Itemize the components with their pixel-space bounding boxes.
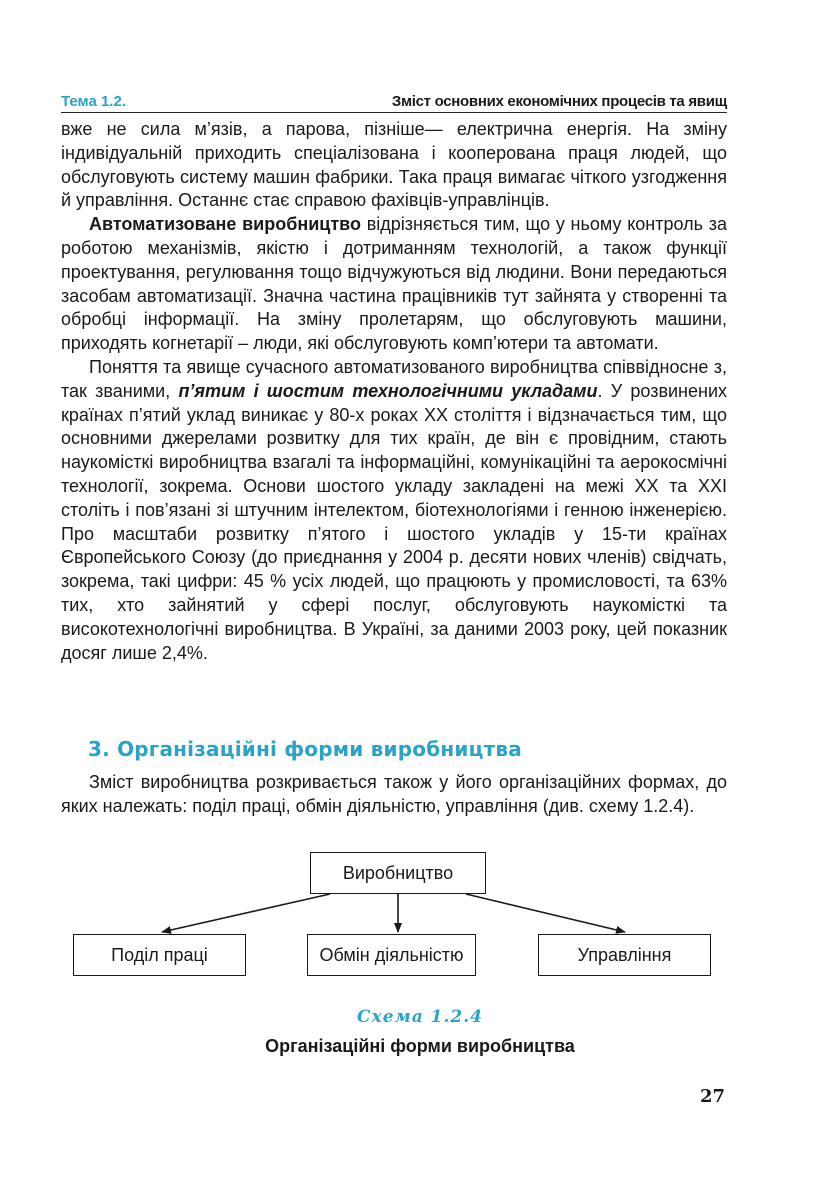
- diagram-root-box: [310, 852, 486, 894]
- term-technological-modes: п’ятим і шостим технологічними укладами: [178, 380, 598, 401]
- paragraph-3: [61, 356, 727, 665]
- paragraph-1: вже не сила м’язів, а парова, пізніше— електрична енергія. На зміну індивідуальній приходить спеціалізована і кооперована праця людей, що обслуговують систему машин фабрики. Така праця вимагає чіткого узгодження й управління. Останнє стає справою фахівців-управлінців.: [61, 119, 727, 211]
- diagram-box-management: [538, 934, 711, 976]
- paragraph-3-start: Поняття та явище сучасного автоматизованого виробництва співвідносне з, так званими,: [61, 356, 727, 401]
- diagram-label-management: Управління: [577, 944, 672, 965]
- diagram-label-division-of-labor: Поділ праці: [111, 944, 208, 965]
- paragraph-2: [61, 213, 727, 356]
- arrow-to-management: [466, 894, 625, 932]
- diagram-label-exchange-of-activity: Обмін діяльністю: [319, 944, 464, 965]
- arrow-to-division-of-labor: [162, 894, 330, 932]
- page-header: [61, 86, 727, 113]
- chapter-title: Зміст основних економічних процесів та явищ: [391, 93, 727, 110]
- section-heading: 3. Організаційні форми виробництва: [88, 737, 522, 761]
- section-paragraph: Зміст виробництва розкривається також у його організаційних формах, до яких належать: поділ праці, обмін діяльністю, управління (див. схему 1.2.4).: [61, 772, 727, 816]
- diagram-box-exchange-of-activity: [307, 934, 476, 976]
- section-text: [61, 771, 727, 819]
- topic-label: Тема 1.2.: [61, 93, 126, 110]
- diagram-caption-label: Схема 1.2.4: [357, 1007, 483, 1027]
- paragraph-2-text: відрізняється тим, що у ньому контроль за роботою механізмів, якістю і дотриманням технологій, а також функції проектування, регулювання тощо відчужуються від людини. Вони передаються засобам автоматизації. Значна частина працівників тут зайнята у створенні та обробці інформації. На зміну пролетарям, що обслуговують машини, приходять когнетарії – люди, які обслуговують комп’ютери та автомати.: [61, 214, 727, 354]
- paragraph-3-text: . У розвинених країнах п’ятий уклад виникає у 80-х роках ХХ століття і відзначається тим, що основними джерелами розвитку для тих країн, де він є провідним, стають наукомісткі виробництва взагалі та інформаційні, комунікаційні та аерокосмічні технології, зокрема. Основи шостого укладу закладені на межі ХХ та ХХІ століть і пов’язані зі штучним інтелектом, біотехнологіями і генною інженерією. Про масштаби розвитку п’ятого і шостого укладів у 15-ти країнах Європейського Союзу (до приєднання у 2004 р. десяти нових членів) свідчать, зокрема, такі цифри: 45 % усіх людей, що працюють у промисловості, та 63% тих, хто зайнятий у сфері послуг, обслуговують наукомісткі та високотехнологічні виробництва. В Україні, за даними 2003 року, цей показник досяг лише 2,4%.: [61, 380, 728, 663]
- page-number: 27: [700, 1086, 726, 1107]
- main-text: [61, 118, 727, 665]
- term-automated-production: Автоматизоване виробництво: [89, 214, 361, 235]
- diagram-box-division-of-labor: [73, 934, 246, 976]
- diagram-caption-title: Організаційні форми виробництва: [265, 1036, 575, 1056]
- diagram-root-label: Виробництво: [342, 862, 454, 883]
